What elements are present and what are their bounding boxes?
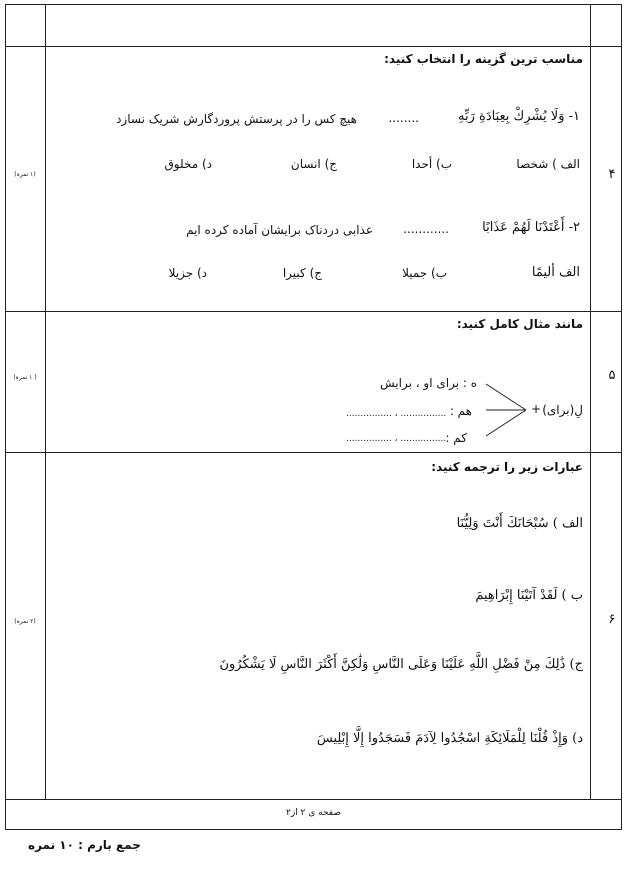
base-word: لِ(برای)	[542, 403, 583, 417]
question-number: ۵	[608, 368, 616, 383]
answer-blank[interactable]: ................ ، ................	[346, 409, 447, 419]
row-divider	[5, 46, 622, 47]
row-divider	[5, 311, 622, 312]
question-title: عبارات زیر را ترجمه کنید:	[431, 460, 583, 474]
translation-item: ب ) لَقَدْ آتَيْنَا إِبْرَاهِيمَ	[475, 588, 583, 603]
option[interactable]: ج) انسان	[290, 157, 337, 171]
question-score: ( ۱ نمره)	[13, 374, 37, 381]
item-persian: هیچ کس را در پرستش پروردگارش شریک نسازد	[116, 112, 357, 126]
hum-label: هم :	[449, 404, 472, 418]
total-score: جمع بارم : ۱۰ نمره	[28, 838, 141, 852]
row-divider	[5, 452, 622, 453]
item-persian: عذابی دردناک برایشان آماده کرده ایم	[186, 223, 373, 237]
option[interactable]: ج) کبیرا	[282, 266, 322, 280]
item-arabic: ۱- وَلَا يُشْرِكْ بِعِبَادَةِ رَبِّهِ	[458, 109, 580, 124]
question-title: مانند مثال کامل کنید:	[456, 317, 583, 331]
option[interactable]: ب) أحدا	[411, 157, 452, 171]
branch-lines	[478, 378, 528, 440]
option[interactable]: د) جزیلا	[168, 266, 207, 280]
question-title: مناسب ترین گزینه را انتخاب کنید:	[384, 52, 583, 66]
option[interactable]: الف ) شخصا	[516, 157, 580, 171]
score-column-divider	[45, 4, 46, 799]
option[interactable]: الف أليمًا	[531, 265, 580, 280]
item-blank: ........	[388, 111, 419, 125]
item-blank: ............	[403, 222, 449, 236]
question-score: (۱ نمره)	[14, 171, 36, 178]
question-number: ۶	[608, 612, 616, 627]
option[interactable]: د) مخلوق	[164, 157, 212, 171]
plus-sign: +	[530, 402, 541, 416]
translation-item: د) وَإِذْ قُلْنَا لِلْمَلَائِكَةِ اسْجُدُوا لِآدَمَ فَسَجَدُوا إِلَّا إِبْلِيسَ	[316, 731, 583, 746]
answer-blank[interactable]: ................ ، ................	[346, 434, 447, 444]
example-text: ه : برای او ، برایش	[379, 376, 477, 390]
question-score: (۲ نمره)	[14, 618, 36, 625]
page-number: صفحه ی ۲ از۲	[285, 808, 341, 818]
question-number: ۴	[608, 167, 616, 182]
translation-item: ج) ذَٰلِكَ مِنْ فَضْلِ اللَّهِ عَلَيْنَا وَعَلَى النَّاسِ وَلَٰكِنَّ أَكْثَرَ النَّاسِ لَا يَشْكُرُونَ	[219, 657, 583, 672]
exam-table	[5, 4, 622, 830]
translation-item: الف ) سُبْحَانَكَ أَنْتَ وَلِيُّنَا	[456, 516, 583, 531]
item-arabic: ۲- أَعْتَدْنَا لَهُمْ عَذَابًا	[482, 220, 580, 235]
option[interactable]: ب) جمیلا	[402, 266, 447, 280]
kum-label: کم :	[445, 431, 467, 445]
number-column-divider	[590, 4, 591, 799]
